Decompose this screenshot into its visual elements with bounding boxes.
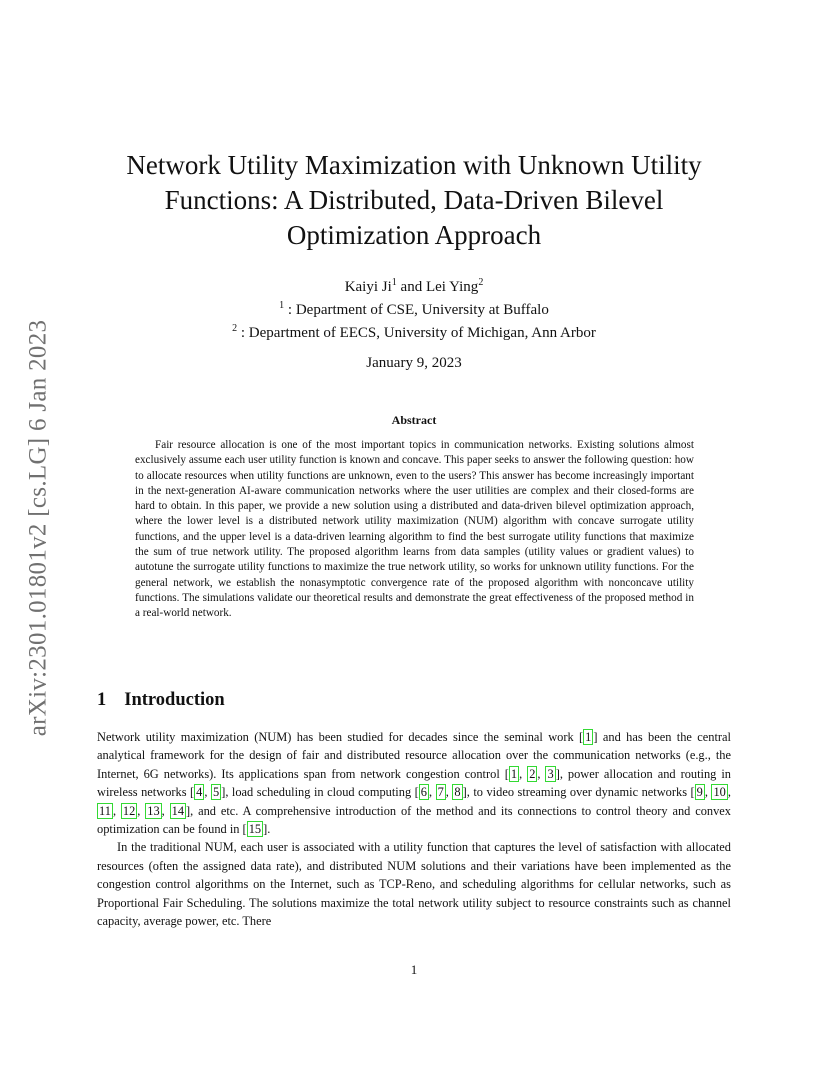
citation-separator: , <box>519 766 528 781</box>
citation-link[interactable]: 15 <box>248 822 262 837</box>
author-name: Lei Ying <box>425 279 479 295</box>
section-number: 1 <box>97 690 107 710</box>
affiliation-line <box>100 322 728 345</box>
paragraph-text: ], to video streaming over dynamic networks [ <box>462 785 695 800</box>
abstract-text: Fair resource allocation is one of the most important topics in communication networks. Existing solutions almost exclusively assume each user utility function is known and concave. This paper seeks to answer the following question: how to allocate resources when utility functions are unknown, even to the users? This answer has become increasingly important in the next-generation AI-aware communication networks where the user utilities are complex and their closed-forms are hard to obtain. In this paper, we provide a new solution using a distributed and data-driven bilevel optimization approach, where the lower level is a distributed network utility maximization (NUM) algorithm with concave surrogate utility functions, and the upper level is a data-driven learning algorithm to find the best surrogate utility functions that maximize the sum of true network utility. The proposed algorithm learns from data samples (utility values or gradient values) to autotune the surrogate utility functions to maximize the true network utility, so works for unknown utility functions. For the general network, we establish the nonasymptotic convergence rate of the proposed algorithm with nonconcave utility functions. The simulations validate our theoretical results and demonstrate the great effectiveness of the proposed method in a real-world network. <box>135 439 694 620</box>
citation-link[interactable]: 14 <box>171 803 185 818</box>
citation-link[interactable]: 8 <box>454 785 461 800</box>
citation-link[interactable]: 2 <box>529 766 536 781</box>
affiliation-text: : Department of EECS, University of Michigan, Ann Arbor <box>240 325 596 341</box>
citation-link[interactable]: 10 <box>713 785 726 800</box>
author-names <box>100 276 728 299</box>
citation-link[interactable]: 12 <box>122 803 136 818</box>
paragraph-text: ]. <box>263 822 271 837</box>
arxiv-identifier-text: arXiv:2301.01801v2 [cs.LG] 6 Jan 2023 <box>24 319 51 737</box>
author-conjunction: and <box>400 279 423 295</box>
citation-separator: , <box>428 785 436 800</box>
section-title: Introduction <box>124 690 225 710</box>
affiliation-line <box>100 299 728 322</box>
affiliation-mark: 1 <box>391 277 397 288</box>
paragraph <box>97 728 731 838</box>
paragraph-text: ] and has been the central analytical framework for the design of fair and distributed resource allocation over the communication networks (e.g., the Internet, 6G networks). Its applications span from network congestion control [ <box>97 730 731 781</box>
citation-separator: , <box>537 766 546 781</box>
paragraph: In the traditional NUM, each user is associated with a utility function that captures the level of satisfaction with allocated resources (often the assigned data rate), and distributed NUM solutions and their variations have been implemented as the congestion control algorithms on the Internet, such as TCP-Reno, and scheduling algorithms for cellular networks, such as Proportional Fair Scheduling. The solutions maximize the total network utility subject to resource constraints such as channel capacity, average power, etc. There <box>97 840 731 929</box>
author-name: Kaiyi Ji <box>344 279 392 295</box>
citation-link[interactable]: 5 <box>212 785 220 800</box>
citation-link[interactable]: 6 <box>420 785 427 800</box>
citation-separator: , <box>445 785 453 800</box>
paragraph-text: ], and etc. A comprehensive introduction of the method and its connections to control theory and convex optimization can be found in [ <box>97 803 732 837</box>
paper-date: January 9, 2023 <box>366 355 462 371</box>
citation-link[interactable]: 11 <box>99 803 111 818</box>
citation-link[interactable]: 3 <box>547 766 554 781</box>
paper-title <box>60 148 768 253</box>
introduction-body <box>97 728 731 930</box>
affiliation-text: : Department of CSE, University at Buffalo <box>287 302 549 318</box>
title-line: Functions: A Distributed, Data-Driven Bilevel <box>164 185 664 215</box>
citation-separator: , <box>727 785 731 800</box>
arxiv-identifier-stamp <box>18 298 58 758</box>
citation-link[interactable]: 1 <box>510 766 518 781</box>
title-line: Optimization Approach <box>286 220 542 250</box>
citation-separator: , <box>204 785 211 800</box>
affiliation-mark: 2 <box>232 323 238 334</box>
citation-separator: , <box>112 803 121 818</box>
paragraph-text: ], load scheduling in cloud computing [ <box>221 785 419 800</box>
paragraph-text: ], power allocation and routing in wireless networks [ <box>97 766 731 800</box>
abstract-heading: Abstract <box>391 413 437 427</box>
section-heading <box>97 690 225 711</box>
citation-link[interactable]: 13 <box>147 803 160 818</box>
paragraph-text: Network utility maximization (NUM) has been studied for decades since the seminal work [ <box>97 730 584 744</box>
page-number: 1 <box>410 962 418 977</box>
title-line: Network Utility Maximization with Unknown Utility <box>126 150 702 180</box>
affiliation-mark: 1 <box>279 300 285 311</box>
citation-separator: , <box>161 803 170 818</box>
author-block <box>100 276 728 345</box>
citation-separator: , <box>137 803 146 818</box>
citation-link[interactable]: 9 <box>696 785 703 800</box>
citation-separator: , <box>704 785 712 800</box>
affiliation-mark: 2 <box>478 277 484 288</box>
citation-link[interactable]: 4 <box>196 785 203 800</box>
citation-link[interactable]: 7 <box>437 785 444 800</box>
citation-link[interactable]: 1 <box>585 730 592 744</box>
